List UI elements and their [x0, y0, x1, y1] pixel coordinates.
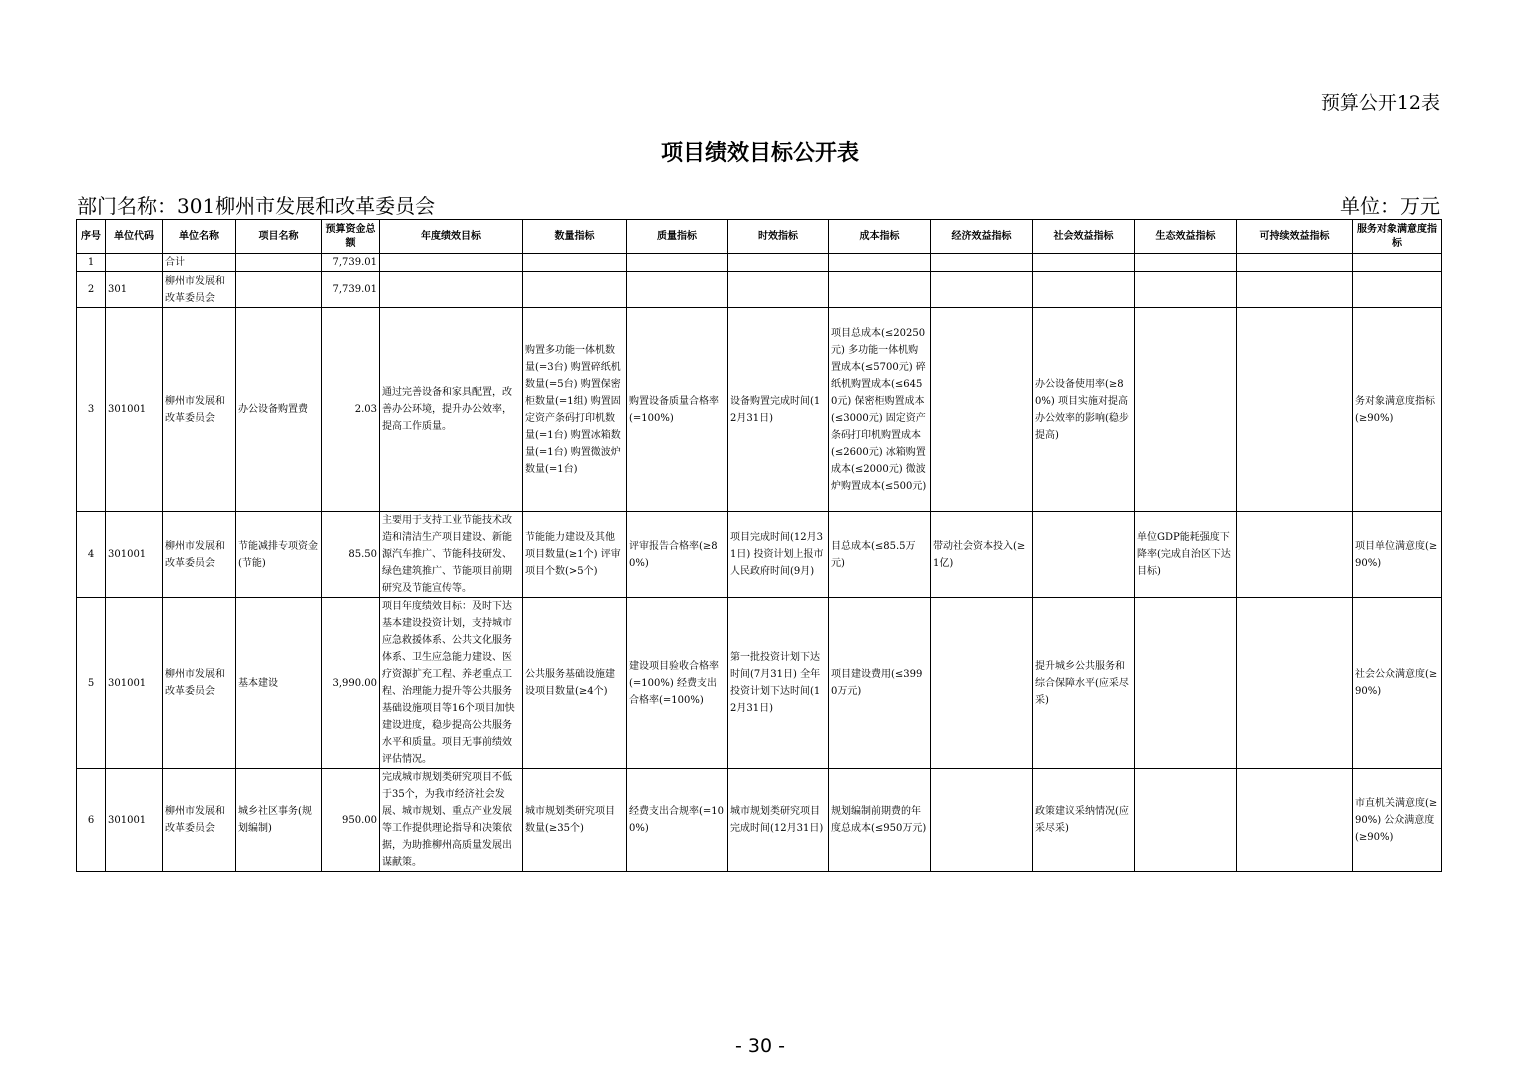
table-cell — [1237, 512, 1353, 598]
table-cell: 301001 — [106, 769, 163, 872]
table-cell: 3,990.00 — [322, 598, 380, 769]
table-cell: 柳州市发展和改革委员会 — [163, 598, 236, 769]
form-tag: 预算公开12表 — [1320, 92, 1440, 114]
table-cell: 城市规划类研究项目完成时间(12月31日) — [728, 769, 829, 872]
table-cell — [380, 254, 523, 272]
table-cell — [931, 598, 1033, 769]
table-cell: 项目年度绩效目标：及时下达基本建设投资计划，支持城市应急救援体系、公共文化服务体系、卫生应急能力建设、医疗资源扩充工程、养老重点工程、治理能力提升等公共服务基础设施项目等16个项目加快建设进度，稳步提高公共服务水平和质量。项目无事前绩效评估情况。 — [380, 598, 523, 769]
table-cell: 301 — [106, 272, 163, 308]
table-cell — [236, 272, 322, 308]
table-cell — [1237, 254, 1353, 272]
column-header: 经济效益指标 — [931, 220, 1033, 254]
table-row — [77, 598, 1442, 769]
table-row — [77, 254, 1442, 272]
table-cell: 6 — [77, 769, 106, 872]
table-cell — [1353, 272, 1442, 308]
table-cell: 合计 — [163, 254, 236, 272]
table-cell: 办公设备购置费 — [236, 308, 322, 512]
table-cell: 基本建设 — [236, 598, 322, 769]
table-cell: 建设项目验收合格率(=100%) 经费支出合格率(=100%) — [627, 598, 728, 769]
table-cell — [1135, 598, 1237, 769]
performance-table — [76, 219, 1442, 872]
table-row — [77, 272, 1442, 308]
table-row — [77, 512, 1442, 598]
page-title: 项目绩效目标公开表 — [660, 141, 859, 166]
table-cell — [931, 272, 1033, 308]
table-cell — [1237, 769, 1353, 872]
table-cell: 柳州市发展和改革委员会 — [163, 308, 236, 512]
table-cell — [1135, 254, 1237, 272]
table-cell: 7,739.01 — [322, 272, 380, 308]
column-header: 时效指标 — [728, 220, 829, 254]
column-header: 项目名称 — [236, 220, 322, 254]
table-cell — [106, 254, 163, 272]
table-cell — [1033, 272, 1135, 308]
table-cell: 评审报告合格率(≥80%) — [627, 512, 728, 598]
unit-label: 单位：万元 — [1340, 194, 1440, 218]
table-cell: 85.50 — [322, 512, 380, 598]
table-cell: 完成城市规划类研究项目不低于35个，为我市经济社会发展、城市规划、重点产业发展等工作提供理论指导和决策依据，为助推柳州高质量发展出谋献策。 — [380, 769, 523, 872]
table-row — [77, 308, 1442, 512]
table-cell — [931, 769, 1033, 872]
column-header: 成本指标 — [829, 220, 931, 254]
table-cell — [931, 308, 1033, 512]
table-cell: 主要用于支持工业节能技术改造和清洁生产项目建设、新能源汽车推广、节能科技研发、绿色建筑推广、节能项目前期研究及节能宣传等。 — [380, 512, 523, 598]
table-cell: 柳州市发展和改革委员会 — [163, 512, 236, 598]
table-cell: 设备购置完成时间(12月31日) — [728, 308, 829, 512]
table-cell: 3 — [77, 308, 106, 512]
table-cell — [1033, 254, 1135, 272]
table-cell: 节能能力建设及其他项目数量(≥1个) 评审项目个数(>5个) — [523, 512, 627, 598]
table-cell — [1135, 769, 1237, 872]
table-cell — [1237, 272, 1353, 308]
table-cell — [931, 254, 1033, 272]
column-header: 单位代码 — [106, 220, 163, 254]
table-cell: 301001 — [106, 512, 163, 598]
table-cell — [523, 272, 627, 308]
table-cell: 通过完善设备和家具配置，改善办公环境，提升办公效率，提高工作质量。 — [380, 308, 523, 512]
column-header: 服务对象满意度指标 — [1353, 220, 1442, 254]
table-cell: 目总成本(≤85.5万元) — [829, 512, 931, 598]
table-cell: 办公设备使用率(≥80%) 项目实施对提高办公效率的影响(稳步提高) — [1033, 308, 1135, 512]
table-cell: 社会公众满意度(≥90%) — [1353, 598, 1442, 769]
table-cell: 购置多功能一体机数量(=3台) 购置碎纸机数量(=5台) 购置保密柜数量(=1组) 购置固定资产条码打印机数量(=1台) 购置冰箱数量(=1台) 购置微波炉数量(=1台) — [523, 308, 627, 512]
table-cell — [523, 254, 627, 272]
table-cell — [728, 254, 829, 272]
table-cell — [829, 272, 931, 308]
table-cell — [728, 272, 829, 308]
table-header-row — [77, 220, 1442, 254]
column-header: 预算资金总额 — [322, 220, 380, 254]
table-cell: 节能减排专项资金(节能) — [236, 512, 322, 598]
table-cell: 提升城乡公共服务和综合保障水平(应采尽采) — [1033, 598, 1135, 769]
table-cell — [627, 272, 728, 308]
column-header: 数量指标 — [523, 220, 627, 254]
column-header: 生态效益指标 — [1135, 220, 1237, 254]
table-cell: 柳州市发展和改革委员会 — [163, 769, 236, 872]
column-header: 单位名称 — [163, 220, 236, 254]
table-row — [77, 769, 1442, 872]
table-cell: 301001 — [106, 598, 163, 769]
column-header: 社会效益指标 — [1033, 220, 1135, 254]
table-cell: 项目总成本(≤20250元) 多功能一体机购置成本(≤5700元) 碎纸机购置成本(≤6450元) 保密柜购置成本(≤3000元) 固定资产条码打印机购置成本(≤2600元) 冰箱购置成本(≤2000元) 微波炉购置成本(≤500元) — [829, 308, 931, 512]
table-cell — [1353, 254, 1442, 272]
table-cell: 公共服务基础设施建设项目数量(≥4个) — [523, 598, 627, 769]
table-cell: 城市规划类研究项目数量(≥35个) — [523, 769, 627, 872]
table-cell: 柳州市发展和改革委员会 — [163, 272, 236, 308]
table-cell: 1 — [77, 254, 106, 272]
table-cell: 单位GDP能耗强度下降率(完成自治区下达目标) — [1135, 512, 1237, 598]
table-cell: 市直机关满意度(≥90%) 公众满意度(≥90%) — [1353, 769, 1442, 872]
table-cell: 7,739.01 — [322, 254, 380, 272]
table-cell: 第一批投资计划下达时间(7月31日) 全年投资计划下达时间(12月31日) — [728, 598, 829, 769]
column-header: 序号 — [77, 220, 106, 254]
table-cell: 项目建设费用(≤3990万元) — [829, 598, 931, 769]
department-name: 部门名称：301柳州市发展和改革委员会 — [77, 194, 436, 218]
column-header: 可持续效益指标 — [1237, 220, 1353, 254]
table-cell: 务对象满意度指标(≥90%) — [1353, 308, 1442, 512]
page-number: - 30 - — [735, 1035, 785, 1057]
table-cell — [1135, 308, 1237, 512]
table-cell: 950.00 — [322, 769, 380, 872]
table-cell — [1033, 512, 1135, 598]
table-cell — [1237, 308, 1353, 512]
table-cell: 项目单位满意度(≥90%) — [1353, 512, 1442, 598]
column-header: 年度绩效目标 — [380, 220, 523, 254]
column-header: 质量指标 — [627, 220, 728, 254]
table-cell: 经费支出合规率(=100%) — [627, 769, 728, 872]
table-cell: 带动社会资本投入(≥1亿) — [931, 512, 1033, 598]
table-cell — [829, 254, 931, 272]
table-cell — [1237, 598, 1353, 769]
table-cell: 301001 — [106, 308, 163, 512]
table-cell: 城乡社区事务(规划编制) — [236, 769, 322, 872]
table-cell: 规划编制前期费的年度总成本(≤950万元) — [829, 769, 931, 872]
table-cell — [380, 272, 523, 308]
table-cell: 购置设备质量合格率(=100%) — [627, 308, 728, 512]
table-cell: 2 — [77, 272, 106, 308]
table-cell — [627, 254, 728, 272]
table-cell — [236, 254, 322, 272]
table-cell — [1135, 272, 1237, 308]
table-cell: 政策建议采纳情况(应采尽采) — [1033, 769, 1135, 872]
table-cell: 4 — [77, 512, 106, 598]
table-cell: 5 — [77, 598, 106, 769]
table-cell: 2.03 — [322, 308, 380, 512]
table-cell: 项目完成时间(12月31日) 投资计划上报市人民政府时间(9月) — [728, 512, 829, 598]
